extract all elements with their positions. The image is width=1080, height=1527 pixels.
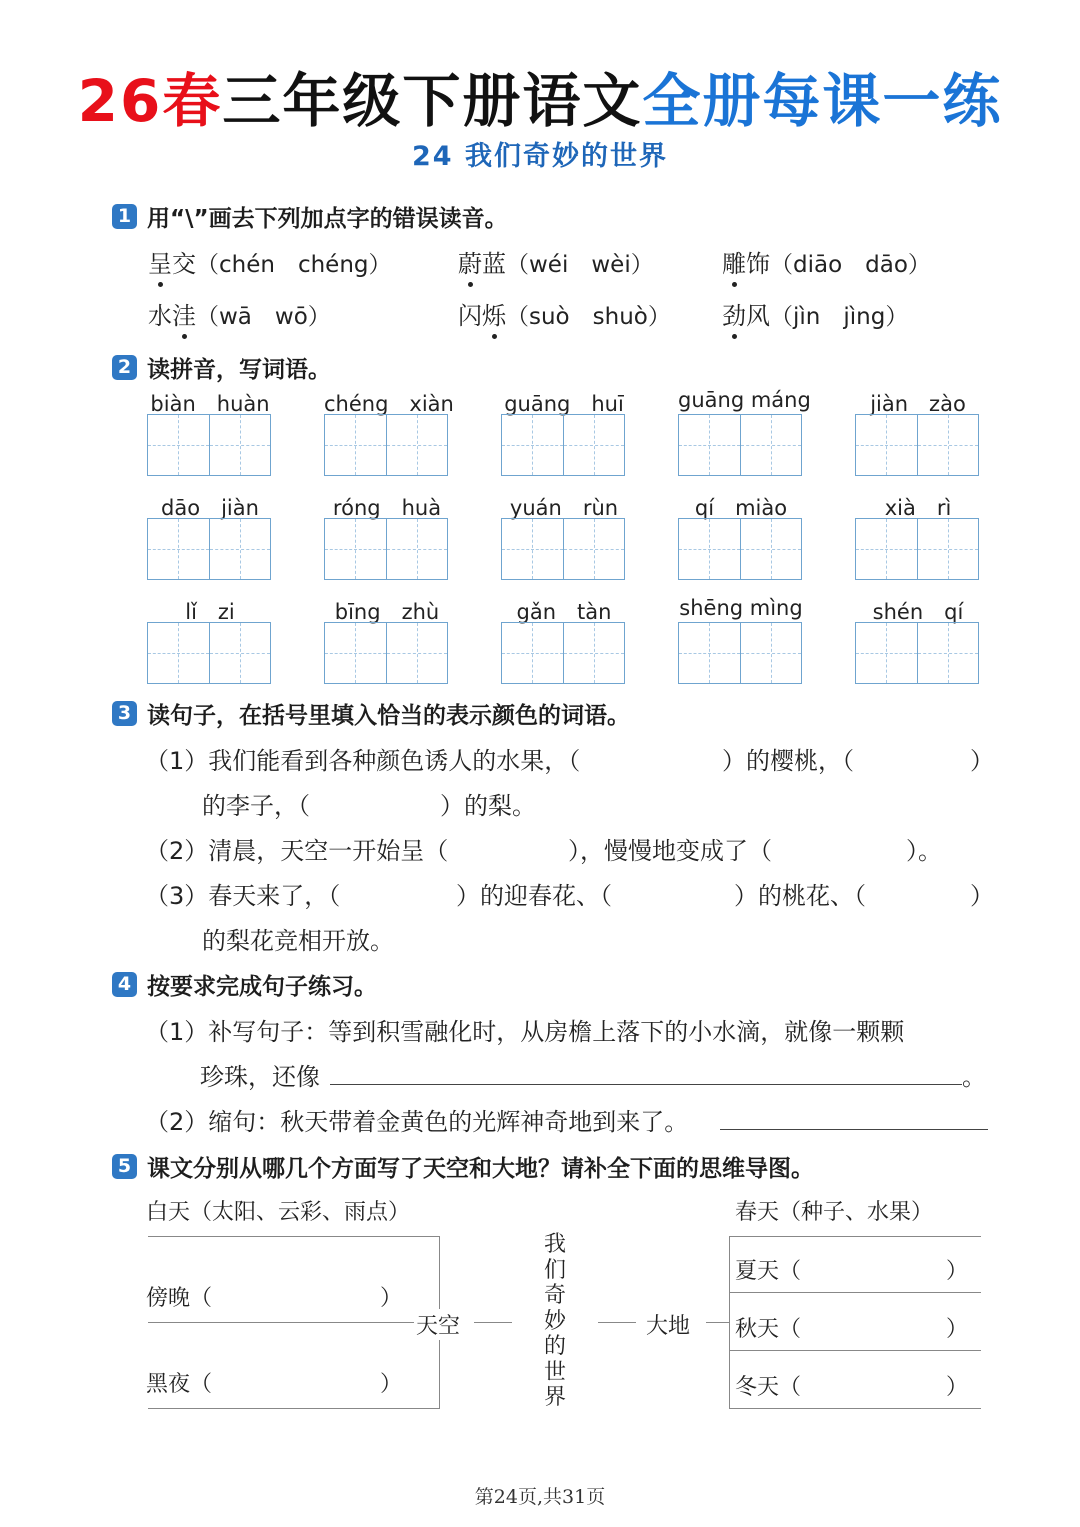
q2-pinyin: shēng mìng (679, 596, 803, 620)
title-part-series: 全册每课一练 (642, 67, 1003, 135)
q2-pinyin: dāo jiàn (161, 496, 259, 520)
q1-pinyin-options: （wéi wèi） (506, 252, 654, 278)
q1-char: 交 (172, 250, 196, 278)
map-line (729, 1408, 981, 1409)
q3-line-text: （3）春天来了，（ (145, 882, 341, 910)
q2-pinyin: guāng máng (678, 388, 811, 412)
q3-line-text: ）。 (906, 837, 942, 865)
q4-sentence: （2）缩句：秋天带着金黄色的光辉神奇地到来了。 (145, 1108, 689, 1136)
q3-line-text: ） (970, 882, 994, 910)
q1-char: 闪 (458, 302, 482, 330)
writing-grid[interactable] (147, 622, 271, 684)
writing-grid[interactable] (855, 518, 979, 580)
q4-sentence: （1）补写句子：等到积雪融化时，从房檐上落下的小水滴，就像一颗颗 (145, 1018, 905, 1046)
writing-grid[interactable] (501, 414, 625, 476)
q1-dotted-char: 雕 (722, 244, 746, 279)
writing-grid[interactable] (678, 414, 802, 476)
map-sky-node: 天空 (414, 1309, 462, 1340)
writing-grid[interactable] (678, 622, 802, 684)
map-line (148, 1236, 440, 1237)
q1-pinyin-options: （wā wō） (196, 304, 331, 330)
q2-pinyin: róng huà (332, 496, 442, 520)
q4-heading (112, 968, 377, 1001)
map-left-top: 白天（太阳、云彩、雨点） (146, 1200, 411, 1225)
q1-pinyin-options: （diāo dāo） (770, 252, 931, 278)
center-char: 界 (543, 1385, 566, 1410)
q3-line-text: ）的迎春花、（ (456, 882, 612, 910)
map-left-mid-close: ） (380, 1286, 403, 1311)
q3-heading (112, 697, 630, 730)
map-bracket (729, 1236, 730, 1408)
q1-dotted-char: 洼 (172, 296, 196, 331)
map-connector (706, 1322, 730, 1323)
q4-period: 。 (962, 1063, 986, 1091)
writing-grid[interactable] (324, 622, 448, 684)
q3-line-text: ），慢慢地变成了（ (568, 837, 772, 865)
q1-item (722, 296, 908, 331)
q1-pinyin-options: （suò shuò） (506, 304, 671, 330)
q1-pinyin-options: （jìn jìng） (770, 304, 909, 330)
q5-badge: 5 (112, 1154, 137, 1179)
q3-badge: 3 (112, 701, 137, 726)
q1-item (458, 296, 671, 331)
map-line (729, 1292, 981, 1293)
q1-heading (112, 200, 508, 233)
map-line (148, 1408, 440, 1409)
center-char: 我 (543, 1232, 566, 1257)
center-char: 的 (543, 1334, 566, 1359)
q2-pinyin: shén qí (872, 600, 964, 624)
center-char: 世 (543, 1359, 566, 1385)
writing-grid[interactable] (678, 518, 802, 580)
map-line (729, 1236, 981, 1237)
q2-pinyin: gǎn tàn (516, 600, 612, 624)
q4-title: 按要求完成句子练习。 (147, 974, 377, 1000)
q3-line-text: （1）我们能看到各种颜色诱人的水果，（ (145, 747, 581, 775)
q5-heading (112, 1150, 814, 1183)
map-right-summer-label: 夏天（ (735, 1259, 802, 1284)
q3-title: 读句子，在括号里填入恰当的表示颜色的词语。 (147, 703, 630, 729)
q2-pinyin: jiàn zào (870, 392, 966, 416)
writing-grid[interactable] (855, 414, 979, 476)
q2-pinyin: guāng huī (504, 392, 624, 416)
writing-grid[interactable] (147, 414, 271, 476)
q3-line-text: ） (970, 747, 994, 775)
q3-line-text: ）的梨。 (440, 792, 536, 820)
map-earth-node: 大地 (646, 1314, 691, 1339)
q2-pinyin: bīng zhù (334, 600, 440, 624)
map-right-autumn-label: 秋天（ (735, 1317, 802, 1342)
title-part-year: 26春 (77, 67, 223, 135)
map-line (729, 1350, 981, 1351)
title-part-grade: 三年级下册语文 (222, 67, 643, 135)
q3-line-text: 的梨花竞相开放。 (202, 927, 394, 955)
map-connector (598, 1322, 636, 1323)
lesson-title: 24 我们奇妙的世界 (412, 141, 668, 172)
q2-pinyin: biàn huàn (150, 392, 270, 416)
writing-grid[interactable] (324, 414, 448, 476)
q1-badge: 1 (112, 204, 137, 229)
page-footer: 第24页,共31页 (474, 1486, 606, 1508)
q2-pinyin: yuán rùn (509, 496, 619, 520)
q1-item (148, 244, 392, 279)
map-right-summer-close: ） (946, 1259, 969, 1284)
writing-grid[interactable] (501, 622, 625, 684)
map-connector (474, 1322, 512, 1323)
q1-item (148, 296, 331, 331)
q1-pinyin-options: （chén chéng） (196, 252, 392, 278)
q3-line-text: ）的桃花、（ (734, 882, 866, 910)
q1-char: 蓝 (482, 250, 506, 278)
writing-grid[interactable] (324, 518, 448, 580)
q1-dotted-char: 蔚 (458, 244, 482, 279)
q3-line-text: 的李子，（ (202, 792, 310, 820)
map-right-autumn-close: ） (946, 1317, 969, 1342)
q4-sentence-cont: 珍珠，还像 (200, 1063, 320, 1091)
q2-pinyin: xià rì (884, 496, 952, 520)
map-center-title (540, 1232, 570, 1411)
q1-dotted-char: 呈 (148, 244, 172, 279)
writing-grid[interactable] (501, 518, 625, 580)
center-char: 妙 (543, 1308, 566, 1334)
answer-line[interactable] (720, 1129, 988, 1130)
page-title (0, 54, 1080, 138)
center-char: 奇 (543, 1283, 566, 1308)
center-char: 们 (543, 1257, 566, 1283)
map-right-winter-label: 冬天（ (735, 1375, 802, 1400)
q2-heading (112, 351, 331, 384)
q1-dotted-char: 烁 (482, 296, 506, 331)
writing-grid[interactable] (855, 622, 979, 684)
q4-badge: 4 (112, 972, 137, 997)
writing-grid[interactable] (147, 518, 271, 580)
q3-line-text: ）的樱桃，（ (722, 747, 854, 775)
map-left-bot-label: 黑夜（ (146, 1372, 213, 1397)
q1-item (722, 244, 931, 279)
map-line (148, 1322, 440, 1323)
q2-pinyin: qí miào (694, 496, 788, 520)
q2-badge: 2 (112, 355, 137, 380)
q1-dotted-char: 劲 (722, 296, 746, 331)
q1-char: 风 (746, 302, 770, 330)
q1-char: 饰 (746, 250, 770, 278)
answer-line[interactable] (330, 1084, 962, 1085)
map-left-bot-close: ） (380, 1372, 403, 1397)
q2-pinyin: chéng xiàn (324, 392, 454, 416)
q1-title: 用“\”画去下列加点字的错误读音。 (147, 206, 508, 232)
q5-title: 课文分别从哪几个方面写了天空和大地？请补全下面的思维导图。 (147, 1156, 814, 1182)
q3-line-text: （2）清晨，天空一开始呈（ (145, 837, 449, 865)
map-right-top: 春天（种子、水果） (735, 1200, 934, 1225)
map-left-mid-label: 傍晚（ (146, 1286, 213, 1311)
q2-title: 读拼音，写词语。 (147, 357, 331, 383)
q1-item (458, 244, 654, 279)
q1-char: 水 (148, 302, 172, 330)
q2-pinyin: lǐ zi (185, 600, 235, 624)
map-right-winter-close: ） (946, 1375, 969, 1400)
